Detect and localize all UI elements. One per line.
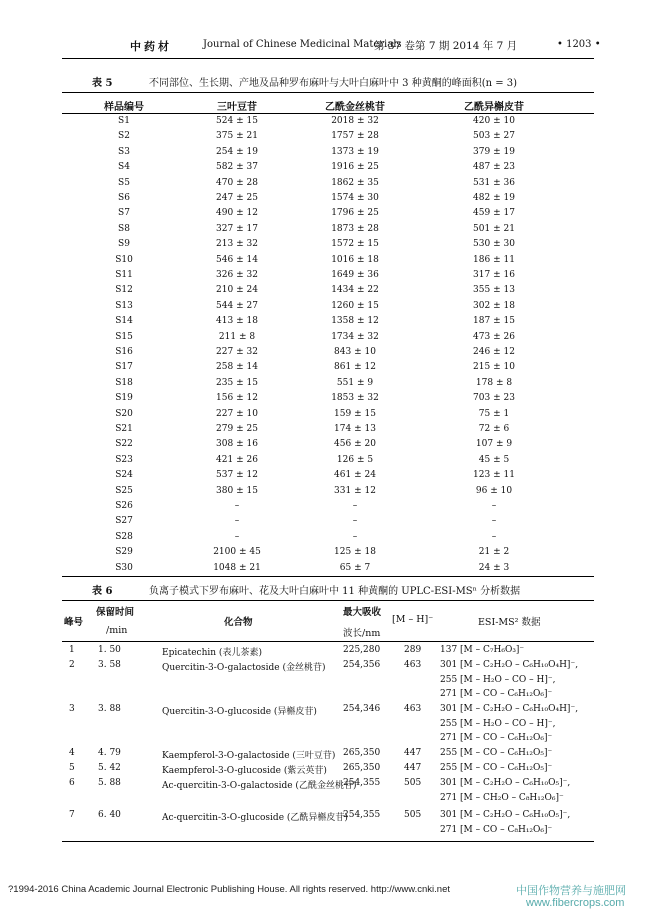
ac-isoquercitrin-area: 75 ± 1 <box>478 408 510 419</box>
table-row <box>0 501 649 517</box>
sample-id: S19 <box>115 393 133 404</box>
trifolin-area: 211 ± 8 <box>218 331 256 342</box>
ac-isoquercitrin-area: 96 ± 10 <box>475 485 513 496</box>
table6-col-uv: 最大吸收 <box>343 607 382 618</box>
ac-hyperoside-area: 456 ± 20 <box>334 439 376 450</box>
ac-hyperoside-area: 461 ± 24 <box>334 470 376 481</box>
ac-isoquercitrin-area: 178 ± 8 <box>475 377 513 388</box>
ac-hyperoside-area: 843 ± 10 <box>334 347 376 357</box>
max-absorption: 254,356 <box>343 660 381 670</box>
peak-number: 7 <box>69 810 75 820</box>
table5-top-rule <box>62 92 594 93</box>
sample-id: S6 <box>118 193 130 203</box>
table-row <box>0 486 649 502</box>
table6-bottom-rule <box>62 841 594 842</box>
trifolin-area: 2100 ± 45 <box>213 547 261 558</box>
max-absorption: 265,350 <box>343 748 381 758</box>
running-header <box>0 38 649 56</box>
table-row <box>0 301 649 317</box>
ac-isoquercitrin-area: 420 ± 10 <box>473 116 515 126</box>
ac-hyperoside-area: 1796 ± 25 <box>331 208 379 219</box>
sample-id: S26 <box>115 501 133 511</box>
max-absorption: 254,346 <box>343 704 381 714</box>
trifolin-area: 308 ± 16 <box>216 439 258 450</box>
retention-time: 3. 58 <box>98 660 121 670</box>
sample-id: S4 <box>118 162 130 173</box>
table6-top-rule <box>62 600 594 601</box>
peak-number: 5 <box>69 763 75 773</box>
table6-col-peak: 峰号 <box>64 617 84 628</box>
table-row <box>0 178 649 194</box>
ac-hyperoside-area: 174 ± 13 <box>334 424 376 434</box>
ac-isoquercitrin-area: 45 ± 5 <box>478 454 510 465</box>
trifolin-area: 490 ± 12 <box>216 208 258 219</box>
ac-isoquercitrin-area: 21 ± 2 <box>478 547 510 558</box>
table6-col-rt: 保留时间 <box>96 607 135 618</box>
sample-id: S17 <box>115 362 133 373</box>
table-row <box>0 162 649 178</box>
trifolin-area: 1048 ± 21 <box>213 562 261 573</box>
table-row <box>0 332 649 348</box>
ac-hyperoside-area: 1873 ± 28 <box>331 223 379 234</box>
table-row <box>0 131 649 147</box>
ac-hyperoside-area: 1649 ± 36 <box>331 270 379 280</box>
retention-time: 5. 42 <box>98 763 121 773</box>
ac-isoquercitrin-area: 530 ± 30 <box>473 239 515 250</box>
table-row <box>0 516 649 532</box>
ms2-fragment: 301 [M – C₂H₂O – C₆H₁₀O₅]⁻, <box>440 778 571 788</box>
table5-col-sample: 样品编号 <box>104 102 144 113</box>
sample-id: S25 <box>115 485 133 496</box>
table-row <box>0 455 649 471</box>
precursor-ion: 505 <box>404 778 422 788</box>
table5-header-rule <box>62 113 594 114</box>
journal-logo: 中药材 <box>130 40 172 53</box>
sample-id: S8 <box>118 223 130 234</box>
precursor-ion: 463 <box>404 660 422 670</box>
ac-isoquercitrin-area: 186 ± 11 <box>473 254 515 265</box>
retention-time: 6. 40 <box>98 810 121 820</box>
sample-id: S11 <box>115 270 133 280</box>
ac-isoquercitrin-area: 246 ± 12 <box>473 347 515 357</box>
ac-hyperoside-area: 1853 ± 32 <box>331 393 379 404</box>
table-row <box>0 285 649 301</box>
ac-hyperoside-area: 1572 ± 15 <box>331 239 379 250</box>
retention-time: 5. 88 <box>98 778 121 788</box>
ac-isoquercitrin-area: – <box>491 501 497 511</box>
sample-id: S22 <box>115 439 133 450</box>
table-row <box>0 255 649 271</box>
table-row <box>0 116 649 132</box>
sample-id: S2 <box>118 131 130 142</box>
ms2-fragment: 255 [M – H₂O – CO – H]⁻, <box>440 718 556 729</box>
ac-isoquercitrin-area: 487 ± 23 <box>473 162 515 173</box>
ac-isoquercitrin-area: 459 ± 17 <box>473 208 515 219</box>
precursor-ion: 289 <box>404 645 422 655</box>
table5-caption <box>92 74 612 88</box>
precursor-ion: 447 <box>404 748 422 758</box>
precursor-ion: 447 <box>404 763 422 773</box>
ac-isoquercitrin-area: 24 ± 3 <box>478 562 510 573</box>
ac-hyperoside-area: 1757 ± 28 <box>331 131 379 142</box>
ac-isoquercitrin-area: 703 ± 23 <box>473 393 515 404</box>
trifolin-area: 524 ± 15 <box>216 116 258 126</box>
trifolin-area: 227 ± 32 <box>216 347 258 357</box>
table-row <box>0 439 649 455</box>
ac-isoquercitrin-area: 317 ± 16 <box>473 270 515 280</box>
ac-hyperoside-area: 1574 ± 30 <box>331 193 379 203</box>
compound-name: Quercitin-3-O-galactoside (金丝桃苷) <box>162 663 326 673</box>
ms2-fragment: 255 [M – CO – C₆H₁₂O₅]⁻ <box>440 748 553 758</box>
table-row <box>0 470 649 486</box>
ac-hyperoside-area: 1862 ± 35 <box>331 177 379 188</box>
sample-id: S12 <box>115 285 133 296</box>
sample-id: S24 <box>115 470 133 481</box>
sample-id: S1 <box>118 116 130 126</box>
sample-id: S16 <box>115 347 133 357</box>
ac-isoquercitrin-area: 379 ± 19 <box>473 146 515 157</box>
table5-bottom-rule <box>62 576 594 577</box>
table5-label: 表 5 <box>92 78 113 89</box>
sample-id: S15 <box>115 331 133 342</box>
table6-header-rule <box>62 641 594 642</box>
ms2-fragment: 255 [M – CO – C₆H₁₂O₅]⁻ <box>440 763 553 773</box>
trifolin-area: 537 ± 12 <box>216 470 258 481</box>
trifolin-area: 210 ± 24 <box>216 285 258 296</box>
ac-isoquercitrin-area: 187 ± 15 <box>473 316 515 327</box>
table-row <box>0 424 649 440</box>
trifolin-area: 546 ± 14 <box>216 254 258 265</box>
sample-id: S5 <box>118 177 130 188</box>
trifolin-area: 413 ± 18 <box>216 316 258 327</box>
peak-number: 1 <box>69 645 75 655</box>
ac-hyperoside-area: 1916 ± 25 <box>331 162 379 173</box>
ac-hyperoside-area: – <box>352 516 358 527</box>
ms2-fragment: 137 [M – C₇H₆O₃]⁻ <box>440 645 525 655</box>
compound-name: Epicatechin (表儿茶素) <box>162 648 262 658</box>
sample-id: S21 <box>115 424 133 434</box>
table-row <box>0 208 649 224</box>
ac-hyperoside-area: 125 ± 18 <box>334 547 376 558</box>
max-absorption: 254,355 <box>343 778 381 788</box>
peak-number: 3 <box>69 704 75 714</box>
page-number: • 1203 • <box>557 39 601 50</box>
ac-hyperoside-area: 1734 ± 32 <box>331 331 379 342</box>
ac-isoquercitrin-area: 123 ± 11 <box>473 470 515 481</box>
ac-isoquercitrin-area: 501 ± 21 <box>473 223 515 234</box>
table5-col-ac-isoquercitrin: 乙酰异槲皮苷 <box>464 102 524 113</box>
sample-id: S18 <box>115 377 133 388</box>
trifolin-area: 279 ± 25 <box>216 424 258 434</box>
trifolin-area: 247 ± 25 <box>216 193 258 203</box>
ac-hyperoside-area: – <box>352 501 358 511</box>
trifolin-area: – <box>234 516 240 527</box>
ms2-fragment: 271 [M – CO – C₆H₁₂O₆]⁻ <box>440 733 553 743</box>
sample-id: S27 <box>115 516 133 527</box>
header-rule <box>62 58 594 59</box>
compound-name: Kaempferol-3-O-glucoside (紫云英苷) <box>162 766 327 776</box>
table-row <box>0 347 649 363</box>
ac-isoquercitrin-area: 72 ± 6 <box>478 424 510 434</box>
trifolin-area: 327 ± 17 <box>216 223 258 234</box>
ac-hyperoside-area: 551 ± 9 <box>336 377 374 388</box>
sample-id: S13 <box>115 300 133 311</box>
precursor-ion: 505 <box>404 810 422 820</box>
journal-title: Journal of Chinese Medicinal Materials <box>203 39 402 50</box>
table6-caption <box>92 582 612 596</box>
ms2-fragment: 271 [M – CH₂O – C₈H₁₂O₆]⁻ <box>440 792 564 803</box>
sample-id: S20 <box>115 408 133 419</box>
table6-col-rt-unit: /min <box>106 625 128 636</box>
ac-hyperoside-area: 126 ± 5 <box>336 454 374 465</box>
table-row <box>0 239 649 255</box>
table5-col-ac-hyperoside: 乙酰金丝桃苷 <box>325 102 385 113</box>
ac-isoquercitrin-area: 215 ± 10 <box>473 362 515 373</box>
trifolin-area: 421 ± 26 <box>216 454 258 465</box>
table-row <box>0 362 649 378</box>
trifolin-area: 544 ± 27 <box>216 300 258 311</box>
ms2-fragment: 301 [M – C₂H₂O – C₆H₁₀O₅]⁻, <box>440 810 571 820</box>
ms2-fragment: 301 [M – C₂H₂O – C₆H₁₀O₄H]⁻, <box>440 704 579 714</box>
retention-time: 4. 79 <box>98 748 121 758</box>
compound-name: Quercitin-3-O-glucoside (异槲皮苷) <box>162 707 317 717</box>
ms2-fragment: 271 [M – CO – C₆H₁₂O₆]⁻ <box>440 689 553 699</box>
table6-col-ms: ESI-MS² 数据 <box>478 617 541 628</box>
peak-number: 6 <box>69 778 75 788</box>
precursor-ion: 463 <box>404 704 422 714</box>
table-row <box>0 147 649 163</box>
ac-hyperoside-area: 1016 ± 18 <box>331 254 379 265</box>
trifolin-area: 258 ± 14 <box>216 362 258 373</box>
ac-isoquercitrin-area: 531 ± 36 <box>473 177 515 188</box>
ac-hyperoside-area: 159 ± 15 <box>334 408 376 419</box>
trifolin-area: 326 ± 32 <box>216 270 258 280</box>
trifolin-area: 235 ± 15 <box>216 377 258 388</box>
sample-id: S10 <box>115 254 133 265</box>
ms2-fragment: 271 [M – CO – C₈H₁₂O₆]⁻ <box>440 824 553 835</box>
ac-isoquercitrin-area: – <box>491 516 497 527</box>
trifolin-area: 227 ± 10 <box>216 408 258 419</box>
ac-isoquercitrin-area: 482 ± 19 <box>473 193 515 203</box>
peak-number: 4 <box>69 748 75 758</box>
ac-hyperoside-area: 2018 ± 32 <box>331 116 379 126</box>
trifolin-area: – <box>234 531 240 542</box>
table5-col-trifolin: 三叶豆苷 <box>217 102 257 113</box>
trifolin-area: 470 ± 28 <box>216 177 258 188</box>
issue-info: 第 37 卷第 7 期 2014 年 7 月 <box>374 40 518 52</box>
ac-isoquercitrin-area: 503 ± 27 <box>473 131 515 142</box>
ac-hyperoside-area: 861 ± 12 <box>334 362 376 373</box>
table-row <box>0 316 649 332</box>
sample-id: S9 <box>118 239 130 250</box>
copyright-footer: ?1994-2016 China Academic Journal Electronic Publishing House. All rights reserved. http://www.cnki.net <box>8 884 450 895</box>
sample-id: S7 <box>118 208 130 219</box>
table-row <box>0 378 649 394</box>
table-row <box>0 409 649 425</box>
compound-name: Ac-quercitin-3-O-galactoside (乙酰金丝桃苷) <box>162 781 357 791</box>
trifolin-area: 156 ± 12 <box>216 393 258 404</box>
retention-time: 1. 50 <box>98 645 121 655</box>
sample-id: S30 <box>115 562 133 573</box>
table-row <box>0 532 649 548</box>
ac-isoquercitrin-area: 473 ± 26 <box>473 331 515 342</box>
trifolin-area: 254 ± 19 <box>216 146 258 157</box>
ac-hyperoside-area: 1373 ± 19 <box>331 146 379 157</box>
trifolin-area: – <box>234 501 240 511</box>
max-absorption: 225,280 <box>343 645 381 655</box>
table6-caption-text: 负离子模式下罗布麻叶、花及大叶白麻叶中 11 种黄酮的 UPLC-ESI-MSⁿ 分析数据 <box>149 586 521 597</box>
ac-isoquercitrin-area: – <box>491 531 497 542</box>
ac-isoquercitrin-area: 302 ± 18 <box>473 300 515 311</box>
sample-id: S29 <box>115 547 133 558</box>
compound-name: Kaempferol-3-O-galactoside (三叶豆苷) <box>162 751 336 761</box>
table-row <box>0 270 649 286</box>
table6-label: 表 6 <box>92 586 113 597</box>
compound-name: Ac-quercitin-3-O-glucoside (乙酰异槲皮苷) <box>162 813 348 823</box>
ac-isoquercitrin-area: 355 ± 13 <box>473 285 515 296</box>
ac-isoquercitrin-area: 107 ± 9 <box>475 439 513 450</box>
trifolin-area: 582 ± 37 <box>216 162 258 173</box>
sample-id: S28 <box>115 531 133 542</box>
table-row <box>0 193 649 209</box>
peak-number: 2 <box>69 660 75 670</box>
sample-id: S3 <box>118 146 130 157</box>
ac-hyperoside-area: 1260 ± 15 <box>331 300 379 311</box>
ac-hyperoside-area: – <box>352 531 358 542</box>
table6-col-compound: 化合物 <box>224 617 253 628</box>
ms2-fragment: 301 [M – C₂H₂O – C₆H₁₀O₄H]⁻, <box>440 660 579 670</box>
sample-id: S14 <box>115 316 133 327</box>
ac-hyperoside-area: 1434 ± 22 <box>331 285 379 296</box>
watermark-text-cn: 中国作物营养与施肥网 <box>516 885 626 897</box>
max-absorption: 254,355 <box>343 810 381 820</box>
ms2-fragment: 255 [M – H₂O – CO – H]⁻, <box>440 674 556 685</box>
ac-hyperoside-area: 331 ± 12 <box>334 485 376 496</box>
table6-col-uv-unit: 波长/nm <box>343 628 381 639</box>
ac-hyperoside-area: 1358 ± 12 <box>331 316 379 327</box>
trifolin-area: 213 ± 32 <box>216 239 258 250</box>
watermark-text-url: www.fibercrops.com <box>526 897 625 909</box>
table5-caption-text: 不同部位、生长期、产地及品种罗布麻叶与大叶白麻叶中 3 种黄酮的峰面积(n = 3) <box>149 78 518 89</box>
table6-col-mh: [M – H]⁻ <box>392 614 434 625</box>
max-absorption: 265,350 <box>343 763 381 773</box>
ac-hyperoside-area: 65 ± 7 <box>339 562 371 573</box>
sample-id: S23 <box>115 454 133 465</box>
table-row <box>0 224 649 240</box>
trifolin-area: 375 ± 21 <box>216 131 258 142</box>
trifolin-area: 380 ± 15 <box>216 485 258 496</box>
table-row <box>0 393 649 409</box>
table-row <box>0 547 649 563</box>
retention-time: 3. 88 <box>98 704 121 714</box>
